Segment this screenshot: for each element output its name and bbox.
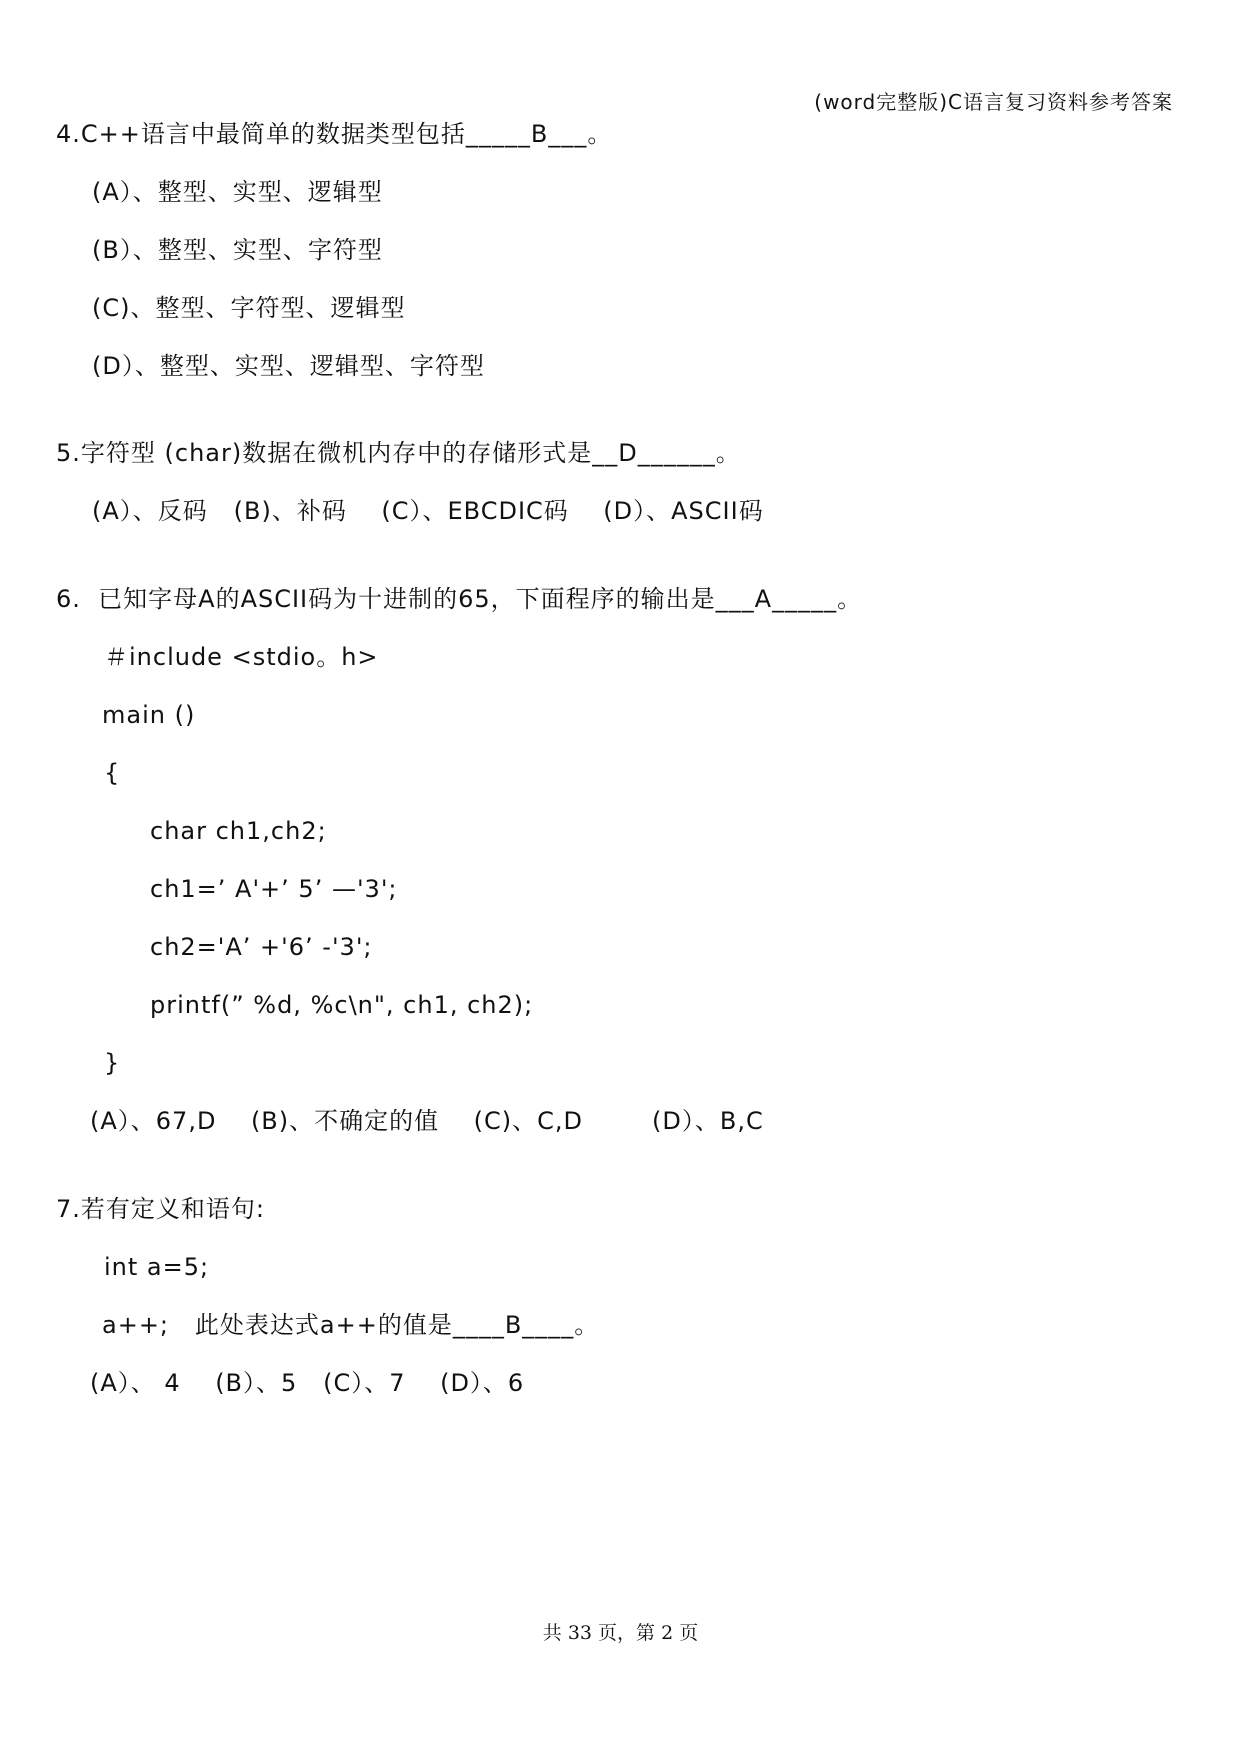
question-7-stem: 7.若有定义和语句: (56, 1195, 265, 1223)
question-5-stem: 5.字符型 (char)数据在微机内存中的存储形式是__D______。 (56, 439, 741, 467)
code-line: char ch1,ch2; (150, 817, 327, 845)
code-line: ch2='A’ +'6’ -'3'; (150, 933, 373, 961)
code-line: ch1=’ A'+’ 5’ —'3'; (150, 875, 398, 903)
question-5-options: (A）、反码 (B)、补码 (C）、EBCDIC码 (D）、ASCII码 (92, 497, 764, 525)
code-line: ＃include <stdio。h> (104, 643, 379, 671)
code-line: a++; 此处表达式a++的值是____B____。 (102, 1311, 600, 1339)
code-line: { (104, 759, 121, 787)
question-4-option-d: (D）、整型、实型、逻辑型、字符型 (92, 352, 485, 380)
document-header: (word完整版)C语言复习资料参考答案 (814, 90, 1173, 114)
page-footer: 共 33 页，第 2 页 (542, 1622, 699, 1644)
question-4-option-a: (A）、整型、实型、逻辑型 (92, 178, 383, 206)
question-6-options: (A）、67,D (B)、不确定的值 (C)、C,D (D）、B,C (90, 1107, 764, 1135)
question-7-options: (A）、 4 (B）、5 (C）、7 (D）、6 (90, 1369, 525, 1397)
code-line: printf(” %d, %c\n", ch1, ch2); (150, 991, 534, 1019)
code-line: int a=5; (104, 1253, 210, 1281)
question-4-stem: 4.C++语言中最简单的数据类型包括_____B___。 (56, 120, 613, 148)
question-4-option-c: (C)、整型、字符型、逻辑型 (92, 294, 406, 322)
question-6-stem: 6. 已知字母A的ASCII码为十进制的65，下面程序的输出是___A_____。 (56, 585, 863, 613)
code-line: } (104, 1049, 121, 1077)
code-line: main () (102, 701, 196, 729)
question-4-option-b: (B）、整型、实型、字符型 (92, 236, 383, 264)
